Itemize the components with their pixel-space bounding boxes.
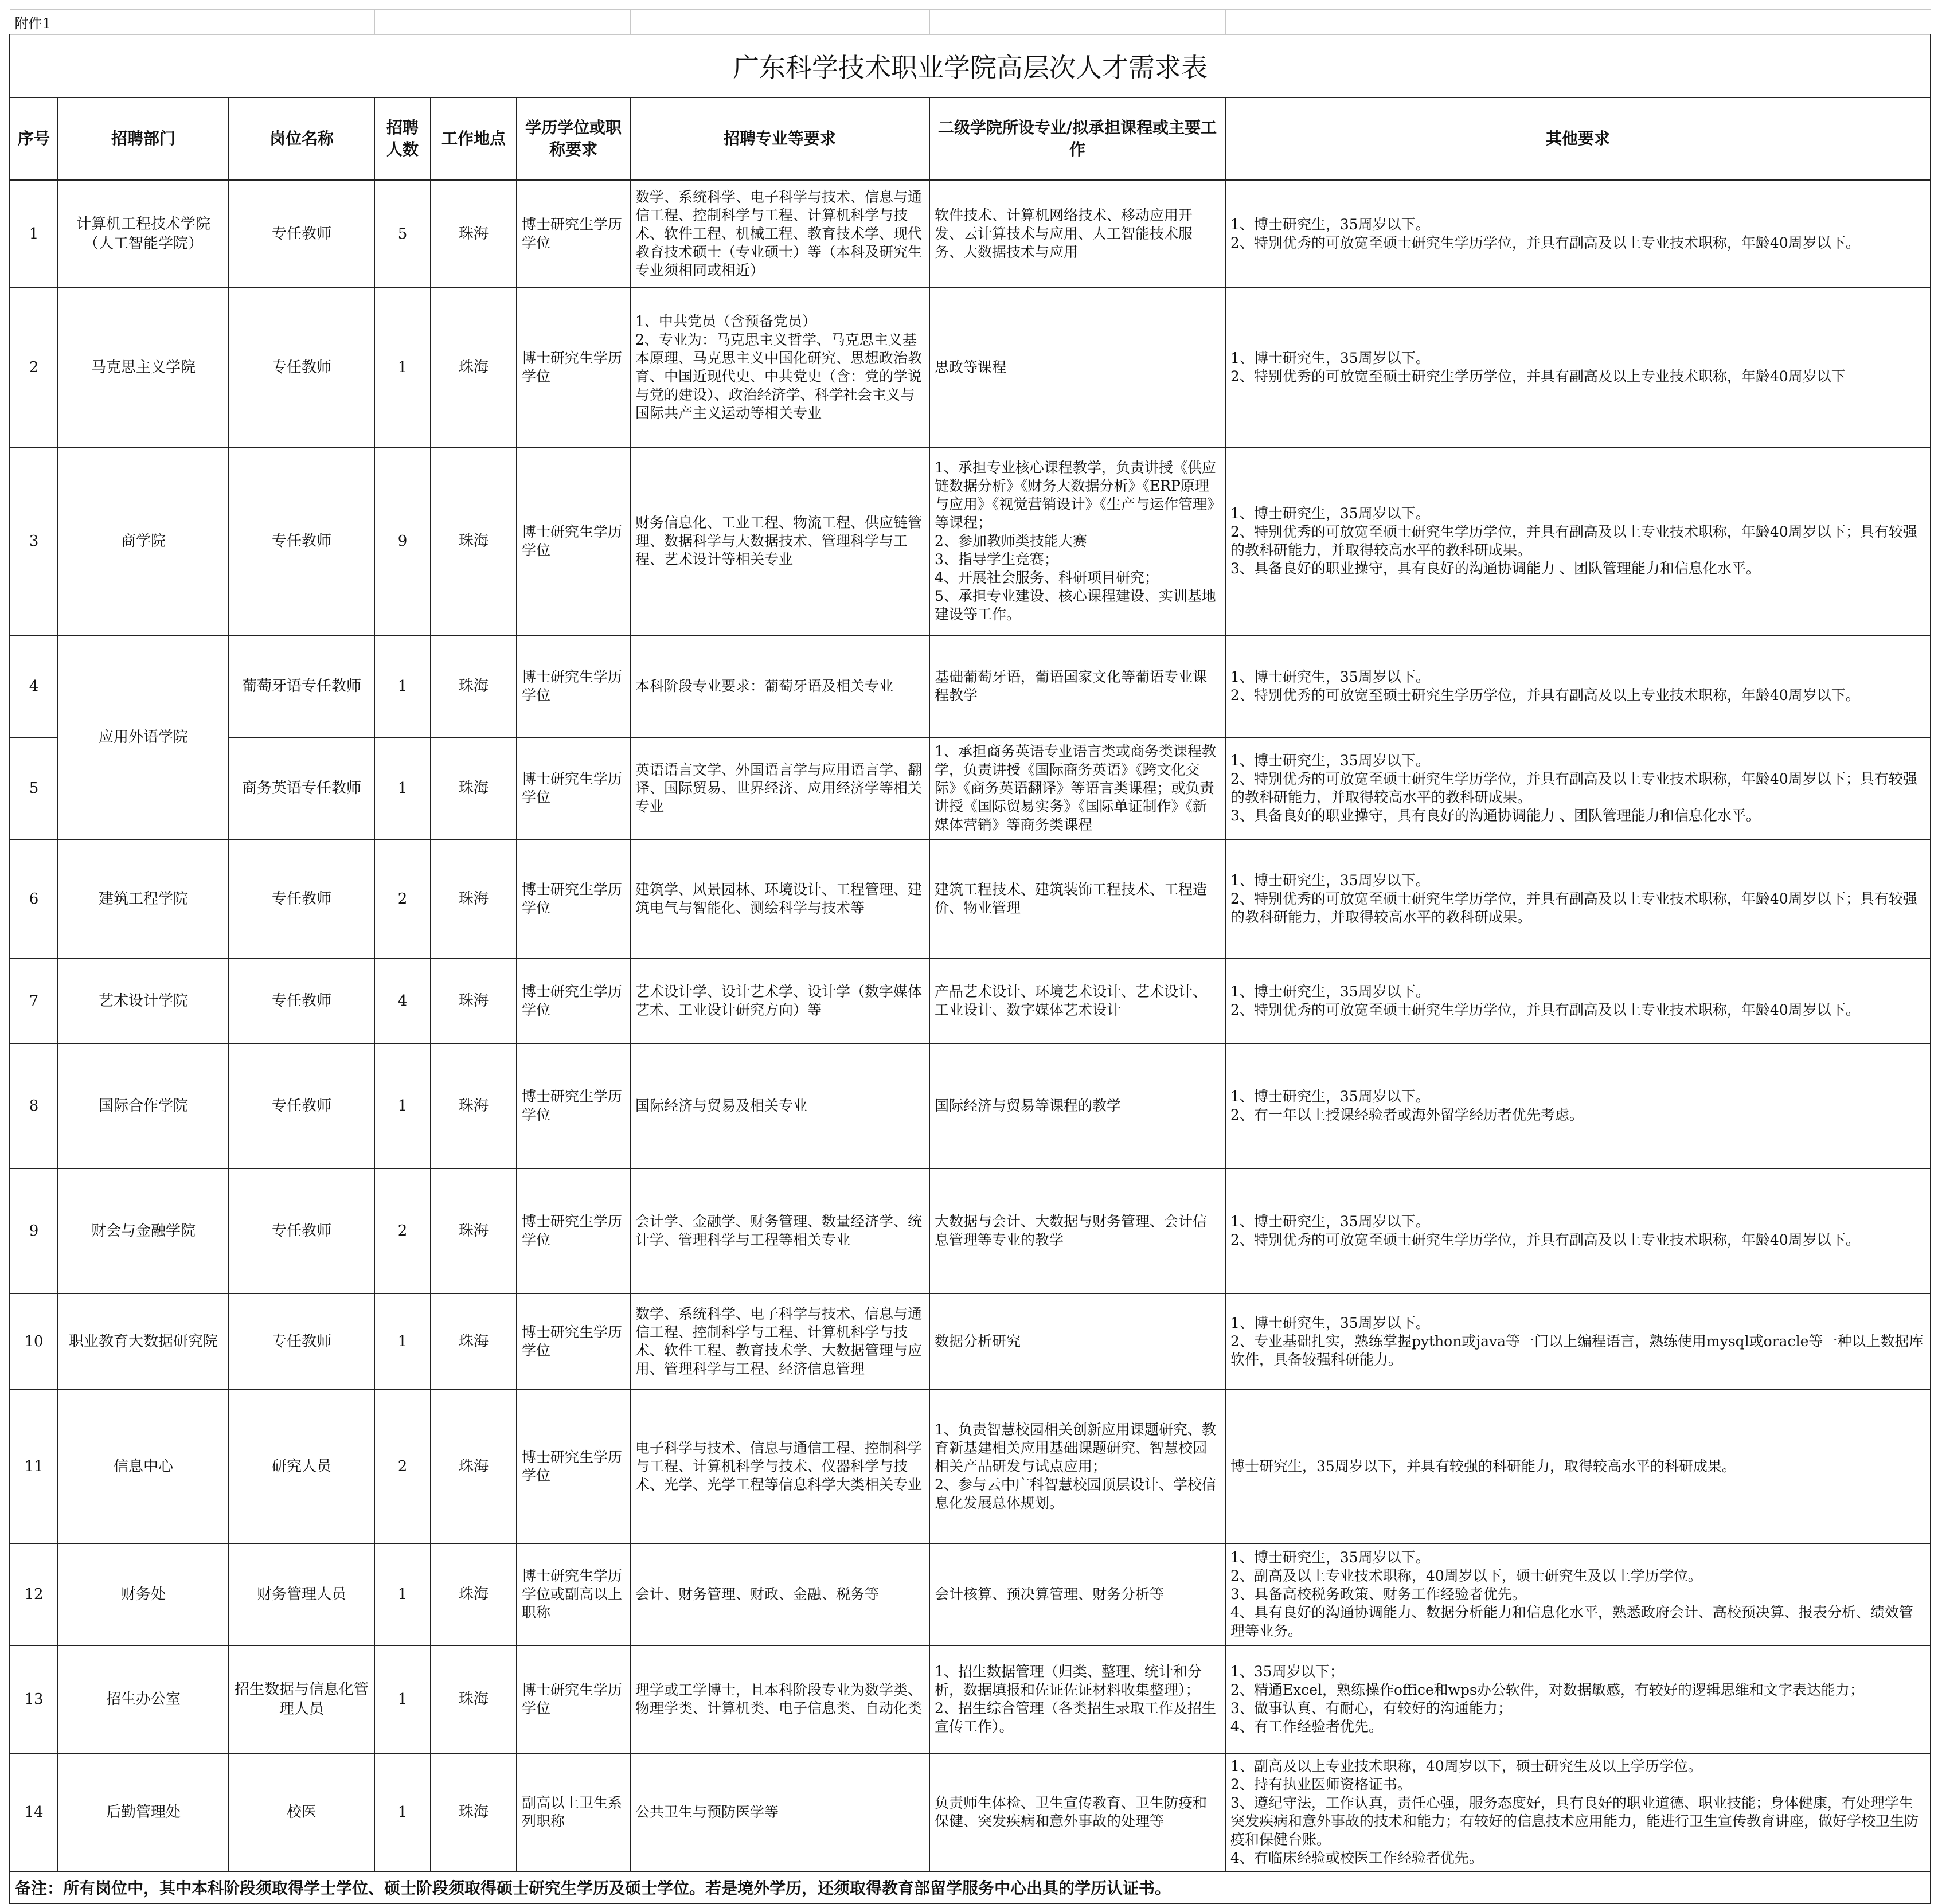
- row-major: 公共卫生与预防医学等: [630, 1753, 929, 1871]
- row-courses: 数据分析研究: [929, 1293, 1225, 1390]
- row-location: 珠海: [431, 959, 517, 1043]
- header-count: 招聘人数: [374, 97, 431, 180]
- row-location: 珠海: [431, 1645, 517, 1753]
- row-position: 专任教师: [229, 288, 374, 447]
- header-degree: 学历学位或职称要求: [517, 97, 630, 180]
- row-dept: 应用外语学院: [58, 635, 229, 839]
- header-major: 招聘专业等要求: [630, 97, 929, 180]
- table-row: [10, 1753, 1931, 1871]
- table-title: 广东科学技术职业学院高层次人才需求表: [10, 35, 1931, 98]
- footnote: 备注：所有岗位中，其中本科阶段须取得学士学位、硕士阶段须取得硕士研究生学历及硕士学位。若是境外学历，还须取得教育部留学服务中心出具的学历认证书。: [10, 1871, 1931, 1903]
- row-other: 1、35周岁以下； 2、精通Excel，熟练操作office和wps办公软件，对数据敏感，有较好的逻辑思维和文字表达能力； 3、做事认真、有耐心，有较好的沟通能力； 4、有工作经验者优先。: [1225, 1645, 1931, 1753]
- row-major: 会计学、金融学、财务管理、数量经济学、统计学、管理科学与工程等相关专业: [630, 1168, 929, 1293]
- row-count: 9: [374, 447, 431, 635]
- row-dept: 计算机工程技术学院（人工智能学院）: [58, 180, 229, 288]
- row-courses: 负责师生体检、卫生宣传教育、卫生防疫和保健、突发疾病和意外事故的处理等: [929, 1753, 1225, 1871]
- table-row: [10, 737, 1931, 839]
- attachment-row: [10, 10, 1931, 35]
- table-row: [10, 1293, 1931, 1390]
- table-row: [10, 1543, 1931, 1645]
- row-courses: 软件技术、计算机网络技术、移动应用开发、云计算技术与应用、人工智能技术服务、大数据技术与应用: [929, 180, 1225, 288]
- row-count: 1: [374, 1753, 431, 1871]
- row-other: 1、博士研究生，35周岁以下。 2、特别优秀的可放宽至硕士研究生学历学位，并具有副高及以上专业技术职称，年龄40周岁以下。: [1225, 180, 1931, 288]
- row-other: 1、博士研究生，35周岁以下。 2、专业基础扎实，熟练掌握python或java等一门以上编程语言，熟练使用mysql或oracle等一种以上数据库软件，具备较强科研能力。: [1225, 1293, 1931, 1390]
- row-location: 珠海: [431, 635, 517, 737]
- row-dept: 商学院: [58, 447, 229, 635]
- row-position: 专任教师: [229, 959, 374, 1043]
- table-row: [10, 1645, 1931, 1753]
- row-degree: 博士研究生学历学位: [517, 1168, 630, 1293]
- row-dept: 招生办公室: [58, 1645, 229, 1753]
- header-courses: 二级学院所设专业/拟承担课程或主要工作: [929, 97, 1225, 180]
- row-position: 专任教师: [229, 1043, 374, 1168]
- header-dept: 招聘部门: [58, 97, 229, 180]
- row-seq: 2: [10, 288, 58, 447]
- row-other: 1、博士研究生，35周岁以下。 2、有一年以上授课经验者或海外留学经历者优先考虑。: [1225, 1043, 1931, 1168]
- row-seq: 4: [10, 635, 58, 737]
- row-courses: 1、承担专业核心课程教学，负责讲授《供应链数据分析》《财务大数据分析》《ERP原理与应用》《视觉营销设计》《生产与运作管理》等课程； 2、参加教师类技能大赛 3、指导学生竞赛； 4、开展社会服务、科研项目研究； 5、承担专业建设、核心课程建设、实训基地建设等工作。: [929, 447, 1225, 635]
- row-position: 专任教师: [229, 180, 374, 288]
- row-degree: 博士研究生学历学位: [517, 737, 630, 839]
- row-other: 1、博士研究生，35周岁以下。 2、特别优秀的可放宽至硕士研究生学历学位，并具有副高及以上专业技术职称，年龄40周岁以下: [1225, 288, 1931, 447]
- row-count: 1: [374, 1543, 431, 1645]
- row-position: 专任教师: [229, 1168, 374, 1293]
- row-dept: 马克思主义学院: [58, 288, 229, 447]
- row-count: 1: [374, 635, 431, 737]
- row-other: 1、博士研究生，35周岁以下。 2、特别优秀的可放宽至硕士研究生学历学位，并具有副高及以上专业技术职称，年龄40周岁以下。: [1225, 959, 1931, 1043]
- table-row: [10, 1043, 1931, 1168]
- row-degree: 博士研究生学历学位: [517, 447, 630, 635]
- row-degree: 博士研究生学历学位或副高以上职称: [517, 1543, 630, 1645]
- row-position: 专任教师: [229, 447, 374, 635]
- row-position: 招生数据与信息化管理人员: [229, 1645, 374, 1753]
- row-seq: 8: [10, 1043, 58, 1168]
- table-row: [10, 839, 1931, 959]
- note-row: [10, 1871, 1931, 1903]
- row-courses: 产品艺术设计、环境艺术设计、艺术设计、工业设计、数字媒体艺术设计: [929, 959, 1225, 1043]
- row-other: 1、博士研究生，35周岁以下。 2、特别优秀的可放宽至硕士研究生学历学位，并具有副高及以上专业技术职称，年龄40周岁以下；具有较强的教科研能力，并取得较高水平的教科研成果。 3、具备良好的职业操守，具有良好的沟通协调能力 、团队管理能力和信息化水平。: [1225, 737, 1931, 839]
- row-location: 珠海: [431, 1753, 517, 1871]
- row-location: 珠海: [431, 288, 517, 447]
- row-dept: 建筑工程学院: [58, 839, 229, 959]
- row-seq: 7: [10, 959, 58, 1043]
- row-seq: 14: [10, 1753, 58, 1871]
- row-seq: 1: [10, 180, 58, 288]
- row-location: 珠海: [431, 839, 517, 959]
- row-other: 1、博士研究生，35周岁以下。 2、特别优秀的可放宽至硕士研究生学历学位，并具有副高及以上专业技术职称，年龄40周岁以下。: [1225, 1168, 1931, 1293]
- row-dept: 后勤管理处: [58, 1753, 229, 1871]
- row-dept: 财务处: [58, 1543, 229, 1645]
- row-seq: 12: [10, 1543, 58, 1645]
- row-location: 珠海: [431, 1293, 517, 1390]
- row-count: 1: [374, 1293, 431, 1390]
- row-count: 2: [374, 839, 431, 959]
- title-row: [10, 35, 1931, 98]
- row-courses: 1、负责智慧校园相关创新应用课题研究、教育新基建相关应用基础课题研究、智慧校园相关产品研发与试点应用； 2、参与云中广科智慧校园顶层设计、学校信息化发展总体规划。: [929, 1390, 1225, 1543]
- row-count: 2: [374, 1390, 431, 1543]
- row-location: 珠海: [431, 1390, 517, 1543]
- header-location: 工作地点: [431, 97, 517, 180]
- row-location: 珠海: [431, 180, 517, 288]
- row-position: 商务英语专任教师: [229, 737, 374, 839]
- row-degree: 博士研究生学历学位: [517, 1293, 630, 1390]
- header-row: [10, 97, 1931, 180]
- row-degree: 博士研究生学历学位: [517, 839, 630, 959]
- table-row: [10, 1390, 1931, 1543]
- table-row: [10, 635, 1931, 737]
- talent-demand-table: [9, 9, 1931, 1904]
- row-other: 1、副高及以上专业技术职称，40周岁以下，硕士研究生及以上学历学位。 2、持有执业医师资格证书。 3、遵纪守法，工作认真，责任心强，服务态度好，具有良好的职业道德、职业技能；身体健康，有处理学生突发疾病和意外事故的技术和能力；有较好的信息技术应用能力，能进行卫生宣传教育讲座，做好学校卫生防疫和保健台账。 4、有临床经验或校医工作经验者优先。: [1225, 1753, 1931, 1871]
- row-count: 1: [374, 737, 431, 839]
- row-major: 电子科学与技术、信息与通信工程、控制科学与工程、计算机科学与技术、仪器科学与技术、光学、光学工程等信息科学大类相关专业: [630, 1390, 929, 1543]
- row-dept: 职业教育大数据研究院: [58, 1293, 229, 1390]
- row-courses: 1、招生数据管理（归类、整理、统计和分析，数据填报和佐证佐证材料收集整理）； 2、招生综合管理（各类招生录取工作及招生宣传工作）。: [929, 1645, 1225, 1753]
- table-row: [10, 959, 1931, 1043]
- header-position: 岗位名称: [229, 97, 374, 180]
- row-other: 1、博士研究生，35周岁以下。 2、特别优秀的可放宽至硕士研究生学历学位，并具有副高及以上专业技术职称，年龄40周岁以下；具有较强的教科研能力，并取得较高水平的教科研成果。: [1225, 839, 1931, 959]
- row-position: 财务管理人员: [229, 1543, 374, 1645]
- row-seq: 5: [10, 737, 58, 839]
- row-degree: 博士研究生学历学位: [517, 1645, 630, 1753]
- row-degree: 博士研究生学历学位: [517, 959, 630, 1043]
- attachment-label: 附件1: [10, 10, 58, 35]
- header-seq: 序号: [10, 97, 58, 180]
- row-courses: 建筑工程技术、建筑装饰工程技术、工程造价、物业管理: [929, 839, 1225, 959]
- row-seq: 13: [10, 1645, 58, 1753]
- row-count: 5: [374, 180, 431, 288]
- row-other: 1、博士研究生，35周岁以下。 2、特别优秀的可放宽至硕士研究生学历学位，并具有副高及以上专业技术职称，年龄40周岁以下；具有较强的教科研能力，并取得较高水平的教科研成果。 3、具备良好的职业操守，具有良好的沟通协调能力 、团队管理能力和信息化水平。: [1225, 447, 1931, 635]
- row-seq: 3: [10, 447, 58, 635]
- row-dept: 国际合作学院: [58, 1043, 229, 1168]
- row-degree: 博士研究生学历学位: [517, 1043, 630, 1168]
- row-major: 本科阶段专业要求：葡萄牙语及相关专业: [630, 635, 929, 737]
- header-other: 其他要求: [1225, 97, 1931, 180]
- table-row: [10, 180, 1931, 288]
- row-major: 财务信息化、工业工程、物流工程、供应链管理、数据科学与大数据技术、管理科学与工程、艺术设计等相关专业: [630, 447, 929, 635]
- row-location: 珠海: [431, 447, 517, 635]
- row-degree: 博士研究生学历学位: [517, 180, 630, 288]
- row-position: 专任教师: [229, 839, 374, 959]
- row-dept: 财会与金融学院: [58, 1168, 229, 1293]
- row-degree: 博士研究生学历学位: [517, 635, 630, 737]
- row-seq: 6: [10, 839, 58, 959]
- table-row: [10, 447, 1931, 635]
- row-degree: 博士研究生学历学位: [517, 288, 630, 447]
- row-count: 1: [374, 1645, 431, 1753]
- row-degree: 副高以上卫生系列职称: [517, 1753, 630, 1871]
- row-position: 葡萄牙语专任教师: [229, 635, 374, 737]
- row-major: 1、中共党员（含预备党员） 2、专业为：马克思主义哲学、马克思主义基本原理、马克思主义中国化研究、思想政治教育、中国近现代史、中共党史（含：党的学说与党的建设）、政治经济学、科学社会主义与国际共产主义运动等相关专业: [630, 288, 929, 447]
- row-major: 建筑学、风景园林、环境设计、工程管理、建筑电气与智能化、测绘科学与技术等: [630, 839, 929, 959]
- row-courses: 思政等课程: [929, 288, 1225, 447]
- table-row: [10, 1168, 1931, 1293]
- spreadsheet: [9, 9, 1930, 1904]
- row-position: 研究人员: [229, 1390, 374, 1543]
- row-other: 1、博士研究生，35周岁以下。 2、特别优秀的可放宽至硕士研究生学历学位，并具有副高及以上专业技术职称，年龄40周岁以下。: [1225, 635, 1931, 737]
- row-other: 1、博士研究生，35周岁以下。 2、副高及以上专业技术职称，40周岁以下，硕士研究生及以上学历学位。 3、具备高校税务政策、财务工作经验者优先。 4、具有良好的沟通协调能力、数据分析能力和信息化水平，熟悉政府会计、高校预决算、报表分析、绩效管理等业务。: [1225, 1543, 1931, 1645]
- row-major: 英语语言文学、外国语言学与应用语言学、翻译、国际贸易、世界经济、应用经济学等相关专业: [630, 737, 929, 839]
- row-other: 博士研究生，35周岁以下，并具有较强的科研能力，取得较高水平的科研成果。: [1225, 1390, 1931, 1543]
- row-courses: 会计核算、预决算管理、财务分析等: [929, 1543, 1225, 1645]
- row-major: 会计、财务管理、财政、金融、税务等: [630, 1543, 929, 1645]
- row-major: 艺术设计学、设计艺术学、设计学（数字媒体艺术、工业设计研究方向）等: [630, 959, 929, 1043]
- row-courses: 基础葡萄牙语，葡语国家文化等葡语专业课程教学: [929, 635, 1225, 737]
- row-courses: 大数据与会计、大数据与财务管理、会计信息管理等专业的教学: [929, 1168, 1225, 1293]
- row-count: 2: [374, 1168, 431, 1293]
- row-count: 1: [374, 288, 431, 447]
- row-seq: 11: [10, 1390, 58, 1543]
- row-major: 数学、系统科学、电子科学与技术、信息与通信工程、控制科学与工程、计算机科学与技术、软件工程、机械工程、教育技术学、现代教育技术硕士（专业硕士）等（本科及研究生专业须相同或相近）: [630, 180, 929, 288]
- row-degree: 博士研究生学历学位: [517, 1390, 630, 1543]
- row-major: 理学或工学博士，且本科阶段专业为数学类、物理学类、计算机类、电子信息类、自动化类: [630, 1645, 929, 1753]
- row-seq: 9: [10, 1168, 58, 1293]
- row-dept: 信息中心: [58, 1390, 229, 1543]
- row-location: 珠海: [431, 1043, 517, 1168]
- row-dept: 艺术设计学院: [58, 959, 229, 1043]
- row-courses: 1、承担商务英语专业语言类或商务类课程教学，负责讲授《国际商务英语》《跨文化交际》《商务英语翻译》等语言类课程；或负责讲授《国际贸易实务》《国际单证制作》《新媒体营销》等商务类课程: [929, 737, 1225, 839]
- row-position: 校医: [229, 1753, 374, 1871]
- row-count: 4: [374, 959, 431, 1043]
- row-location: 珠海: [431, 1168, 517, 1293]
- row-major: 数学、系统科学、电子科学与技术、信息与通信工程、控制科学与工程、计算机科学与技术、软件工程、教育技术学、大数据管理与应用、管理科学与工程、经济信息管理: [630, 1293, 929, 1390]
- row-location: 珠海: [431, 737, 517, 839]
- row-courses: 国际经济与贸易等课程的教学: [929, 1043, 1225, 1168]
- row-count: 1: [374, 1043, 431, 1168]
- row-position: 专任教师: [229, 1293, 374, 1390]
- table-row: [10, 288, 1931, 447]
- row-seq: 10: [10, 1293, 58, 1390]
- row-major: 国际经济与贸易及相关专业: [630, 1043, 929, 1168]
- row-location: 珠海: [431, 1543, 517, 1645]
